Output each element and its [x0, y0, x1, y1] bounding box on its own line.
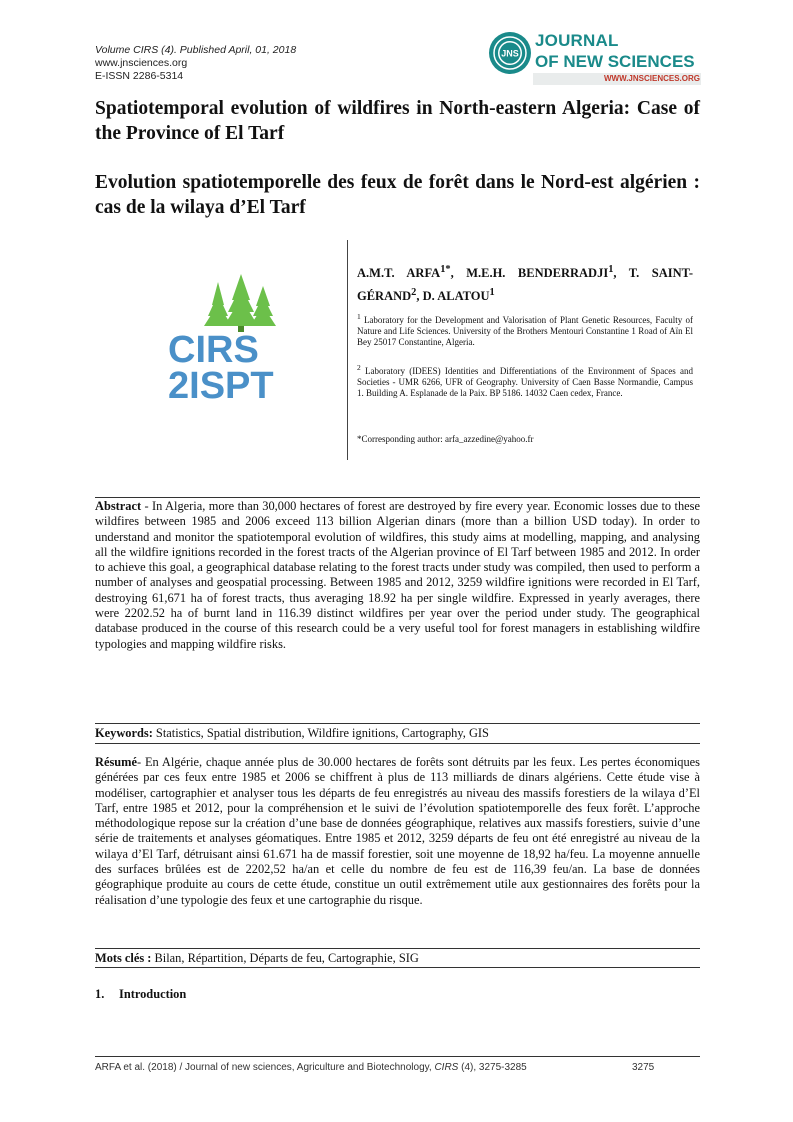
author-separator: ,: [613, 266, 629, 281]
keywords-label: Keywords:: [95, 726, 153, 740]
abstract-top-rule: [95, 497, 700, 498]
affiliation-marker: 2: [357, 363, 361, 372]
emblem-text: JNS: [501, 48, 519, 59]
keywords-top-rule: [95, 723, 700, 724]
motscles-text: Bilan, Répartition, Départs de feu, Cartographie, SIG: [151, 951, 419, 965]
logo-text-line1: CIRS: [168, 329, 259, 371]
citation-italic: CIRS: [434, 1062, 459, 1073]
motscles-top-rule: [95, 948, 700, 949]
keywords-bottom-rule: [95, 743, 700, 744]
affiliation-2: [357, 362, 693, 399]
corresponding-author: *Corresponding author: arfa_azzedine@yahoo.fr: [357, 434, 534, 444]
journal-url: WWW.JNSCIENCES.ORG: [603, 74, 700, 83]
author-superscript: 1: [608, 264, 614, 275]
abstract: [95, 499, 700, 652]
volume-line: Volume CIRS (4). Published April, 01, 2018: [95, 44, 297, 56]
author-separator: ,: [450, 266, 467, 281]
journal-emblem-icon: [487, 30, 533, 76]
journal-name-line2: OF NEW SCIENCES: [535, 52, 695, 71]
affiliation-text: Laboratory (IDEES) Identities and Differentiations of the Environment of Spaces and Societies - UMR 6266, UFR of Geography. University of Caen Basse Normandie, Campus 1. Building A. Esplanade de la Paix. BP 5186. 14032 Caen cedex, France.: [357, 366, 693, 398]
abstract-text: - In Algeria, more than 30,000 hectares of forest are destroyed by fire every year. Economic losses due to these wildfires between 1985 and 2006 exceed 113 billion Algerian dinars (more than a billion USD today). In order to understand and monitor the spatiotemporal evolution of wildfires, this study aims at modelling, mapping, and analysing all the wildfire ignitions recorded in the forest tracts of the Algerian province of El Tarf between 1985 and 2012. In order to achieve this goal, a geographical database relating to the forest tracts under study was compiled, then used to perform a number of analyses and geospatial processing. Between 1985 and 2012, 3259 wildfire ignitions were recorded in El Tarf, destroying 61,671 ha of forest tracts, thus averaging 18.92 ha per single wildfire. Expressed in yearly averages, there were 2202.52 ha of burnt land in 116.39 distinct wildfires per year over the period under study. The geographical database produced in the course of this research could be a very useful tool for forest managers in establishing wildfire typologies and mapping wildfire risks.: [95, 499, 700, 651]
logo-text-line2: 2ISPT: [168, 365, 274, 405]
page-number: 3275: [632, 1062, 655, 1073]
resume: [95, 755, 700, 908]
cirs-conference-logo: [160, 270, 300, 405]
header-meta: [95, 44, 296, 83]
journal-name-line1: JOURNAL: [535, 31, 619, 50]
author-superscript: 1*: [440, 264, 451, 275]
issn-line: E-ISSN 2286-5314: [95, 70, 184, 82]
affiliation-text: Laboratory for the Development and Valorisation of Plant Genetic Resources, Faculty of Nature and Life Sciences. University of the Brothers Mentouri Constantine 1 Road of Aïn El Bey 25017 Constantine, Algeria.: [357, 315, 693, 347]
citation-text-end: (4), 3275-3285: [458, 1062, 527, 1073]
author-superscript: 1: [489, 287, 495, 299]
footer-citation: [95, 1062, 527, 1073]
resume-text: - En Algérie, chaque année plus de 30.000 hectares de forêts sont détruits par les feux. Les pertes économiques générées par ces feux entre 1985 et 2006 se chiffrent à plus de 113 milliards de dinars algériens. Cette étude vise à modéliser, cartographier et analyser tous les départs de feu enregistrés au niveau des massifs forestiers de la wilaya d’El Tarf, entre 1985 et 2012, pour la compréhension et le suivi de l’évolution spatiotemporelle des feux forêt. L’approche méthodologique repose sur la création d’une base de données géographique, relatives aux massifs forestiers, suivie d’une série de traitements et analyses géomatiques. Entre 1985 et 2012, 3259 départs de feu ont été enregistré au niveau de la wilaya d’El Tarf, détruisant ainsi 61.671 ha de massif forestier, soit une moyenne de 18,92 ha/feu. La moyenne annuelle des surfaces brûlées est de 2202,52 ha/an et celle du nombre de feu est de 116,39 feu/an. La base de données géographique produite au cours de cette étude, constitue un outil extrêmement utile aux gestionnaires des forêts pour la réalisation d’une typologie des feux et une cartographie du risque.: [95, 755, 700, 907]
french-title: Evolution spatiotemporelle des feux de forêt dans le Nord-est algérien : cas de la wilaya d’El Tarf: [95, 172, 700, 218]
abstract-label: Abstract: [95, 499, 142, 513]
author-name: T. SAINT-GÉRAND: [357, 266, 693, 304]
author-separator: ,: [416, 289, 423, 304]
motscles-bottom-rule: [95, 967, 700, 968]
keywords: [95, 726, 700, 741]
affiliation-marker: 1: [357, 312, 361, 321]
author-name: M.E.H. BENDERRADJI: [466, 266, 609, 281]
website-line: www.jnsciences.org: [95, 57, 188, 69]
author-list: [357, 260, 693, 306]
keywords-text: Statistics, Spatial distribution, Wildfire ignitions, Cartography, GIS: [152, 726, 489, 740]
vertical-divider: [347, 240, 348, 460]
author-name: D. ALATOU: [422, 289, 490, 304]
section-heading: [95, 987, 186, 1002]
author-name: A.M.T. ARFA: [357, 266, 441, 281]
tree-icon: [204, 274, 276, 332]
resume-label: Résumé: [95, 755, 137, 769]
footer-rule: [95, 1056, 700, 1057]
section-title: Introduction: [119, 987, 187, 1001]
affiliation-1: [357, 311, 693, 348]
citation-text: ARFA et al. (2018) / Journal of new sciences, Agriculture and Biotechnology,: [95, 1062, 435, 1073]
mots-cles: [95, 951, 700, 966]
motscles-label: Mots clés :: [95, 951, 152, 965]
author-superscript: 2: [411, 287, 417, 299]
english-title: Spatiotemporal evolution of wildfires in North-eastern Algeria: Case of the Province of El Tarf: [95, 98, 700, 144]
journal-logo: [487, 30, 702, 88]
section-number: 1.: [95, 987, 105, 1001]
